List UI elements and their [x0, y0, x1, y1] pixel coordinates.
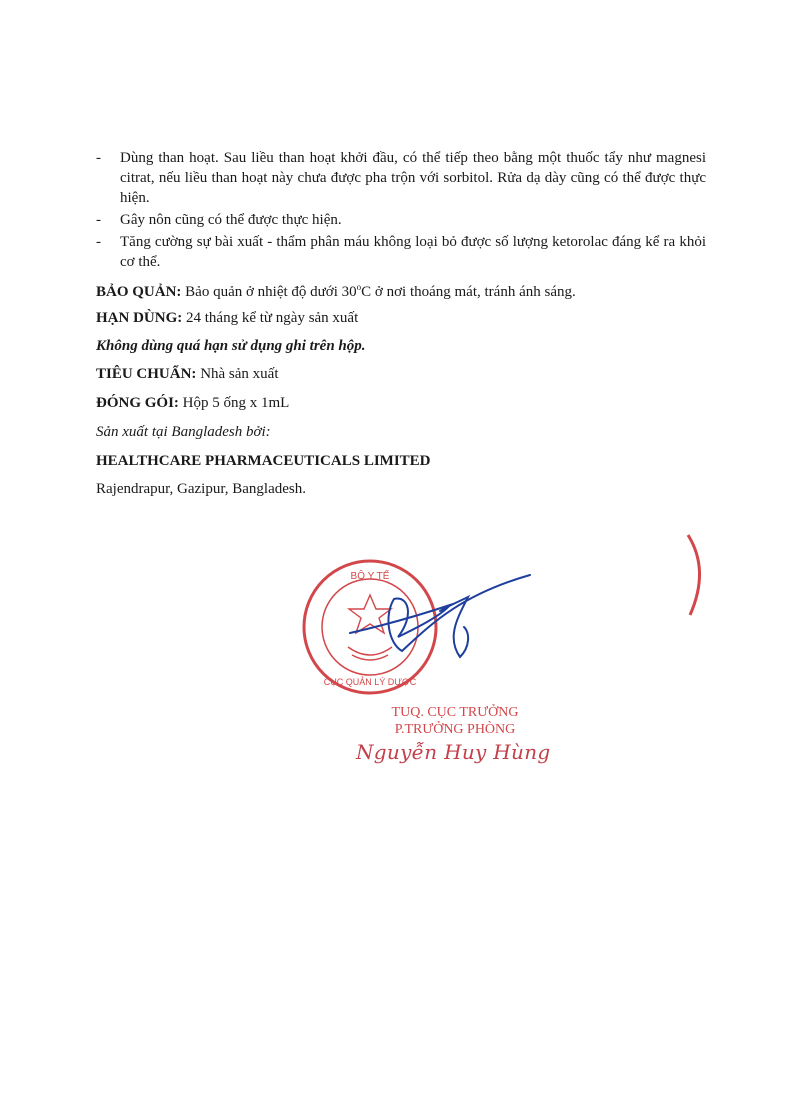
overdose-treatment-list	[96, 148, 706, 274]
expiry-text: 24 tháng kể từ ngày sản xuất	[182, 310, 359, 326]
degree-mark: o	[356, 282, 362, 292]
manufacturer-address: Rajendrapur, Gazipur, Bangladesh.	[96, 481, 306, 497]
bullet-dash: -	[96, 150, 101, 166]
standard-line	[96, 366, 279, 383]
partial-stamp-edge	[680, 530, 720, 620]
expiry-warning: Không dùng quá hạn sử dụng ghi trên hộp.	[96, 338, 366, 354]
made-in-line: Sản xuất tại Bangladesh bởi:	[96, 424, 271, 440]
bullet-dash: -	[96, 234, 101, 250]
stamp-line-1: TUQ. CỤC TRƯỞNG	[391, 705, 519, 720]
manufacturer-name: HEALTHCARE PHARMACEUTICALS LIMITED	[96, 453, 431, 469]
stamp-title	[360, 704, 550, 738]
emblem-base-icon	[348, 647, 392, 660]
storage-text-after: C ở nơi thoáng mát, tránh ánh sáng.	[361, 284, 576, 300]
signer-name: Nguyễn Huy Hùng	[356, 740, 551, 764]
bullet-dash: -	[96, 212, 101, 228]
standard-label: TIÊU CHUẨN:	[96, 366, 197, 382]
seal-bottom-text: CỤC QUẢN LÝ DƯỢC	[323, 677, 417, 687]
expiry-line	[96, 310, 358, 327]
list-item	[96, 210, 706, 230]
seal-top-text: BỘ Y TẾ	[350, 571, 390, 582]
signature-stroke	[350, 575, 530, 657]
official-seal	[290, 555, 550, 705]
storage-label: BẢO QUẢN:	[96, 284, 182, 300]
packing-line	[96, 395, 289, 412]
storage-text-before: Bảo quản ở nhiệt độ dưới 30	[181, 284, 357, 300]
list-item-text: Tăng cường sự bài xuất - thẩm phân máu không loại bỏ được số lượng ketorolac đáng kể ra khỏi cơ thể.	[120, 234, 706, 270]
stamp-line-2: P.TRƯỞNG PHÒNG	[394, 722, 516, 737]
standard-text: Nhà sản xuất	[196, 366, 279, 382]
storage-line	[96, 282, 576, 301]
list-item	[96, 148, 706, 208]
list-item-text: Gây nôn cũng có thể được thực hiện.	[120, 212, 342, 228]
packing-label: ĐÓNG GÓI:	[96, 395, 179, 411]
expiry-label: HẠN DÙNG:	[96, 310, 183, 326]
packing-text: Hộp 5 ống x 1mL	[178, 395, 290, 411]
list-item-text: Dùng than hoạt. Sau liều than hoạt khởi đầu, có thể tiếp theo bằng một thuốc tẩy như magnesi citrat, nếu liều than hoạt này chưa được pha trộn với sorbitol. Rửa dạ dày cũng có thể được thực hiện.	[120, 150, 706, 206]
list-item	[96, 232, 706, 272]
